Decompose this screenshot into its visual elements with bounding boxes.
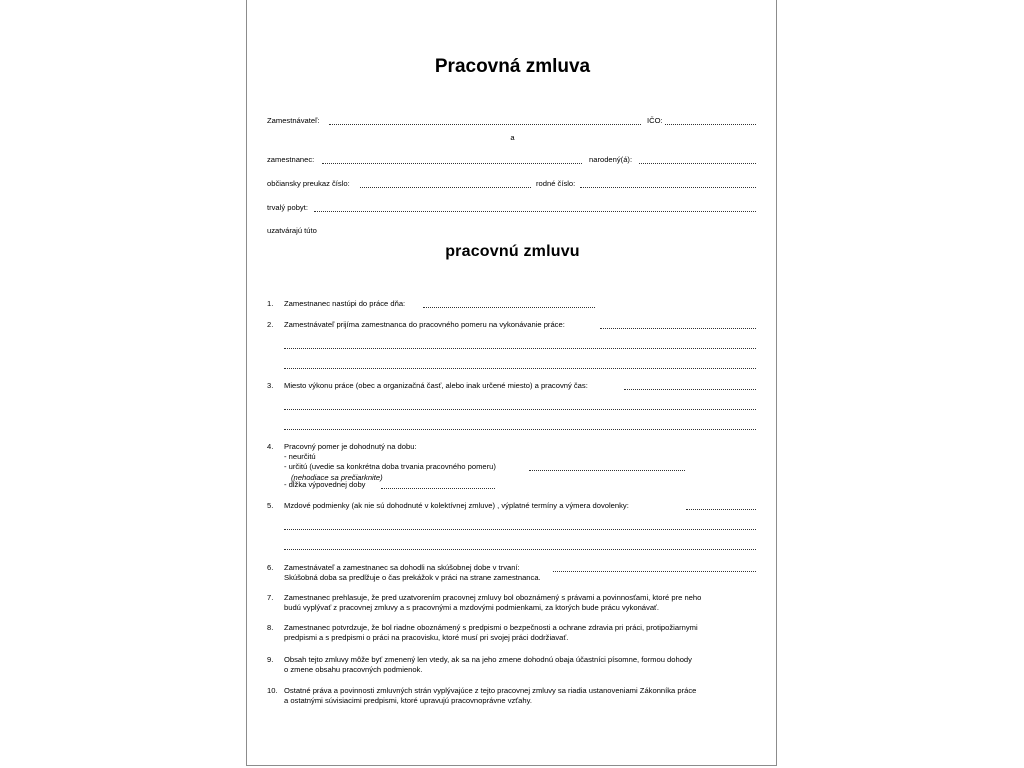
employer-label: Zamestnávateľ: — [267, 116, 320, 125]
notice-period-field[interactable] — [381, 487, 495, 489]
employee-label: zamestnanec: — [267, 155, 315, 164]
contract-page — [246, 0, 777, 766]
item-text: budú vyplývať z pracovnej zmluvy a s pracovnými a mzdovými podmienkami, za ktorých bude prácu vykonávať. — [284, 603, 659, 612]
item-text: Zamestnávateľ prijíma zamestnanca do pracovného pomeru na vykonávanie práce: — [284, 320, 565, 329]
item-number: 8. — [267, 623, 274, 632]
id-card-label: občiansky preukaz číslo: — [267, 179, 350, 188]
job-field[interactable] — [600, 327, 756, 329]
and-label: a — [510, 133, 515, 142]
residence-label: trvalý pobyt: — [267, 203, 308, 212]
document-title: Pracovná zmluva — [434, 56, 591, 77]
born-field[interactable] — [639, 162, 756, 164]
item-text: Pracovný pomer je dohodnutý na dobu: — [284, 442, 417, 451]
employee-field[interactable] — [322, 162, 582, 164]
item-number: 4. — [267, 442, 274, 451]
ico-field[interactable] — [665, 123, 756, 125]
residence-field[interactable] — [314, 210, 756, 212]
item-text: Mzdové podmienky (ak nie sú dohodnuté v kolektívnej zmluve) , výplatné termíny a výmera dovolenky: — [284, 501, 629, 510]
item-text: Skúšobná doba sa predlžuje o čas prekážok v práci na strane zamestnanca. — [284, 573, 541, 582]
item-text: Zamestnanec potvrdzuje, že bol riadne oboznámený s predpismi o bezpečnosti a ochrane zdravia pri práci, protipožiarnymi — [284, 623, 698, 632]
strike-note: (nehodiace sa prečiarknite) — [291, 473, 383, 482]
wage-field-line[interactable] — [284, 548, 756, 550]
item-number: 9. — [267, 655, 274, 664]
item-number: 6. — [267, 563, 274, 572]
wage-field[interactable] — [686, 508, 756, 510]
item-text: Ostatné práva a povinnosti zmluvných strán vyplývajúce z tejto pracovnej zmluvy sa riadia ustanoveniami Zákonníka práce — [284, 686, 697, 695]
item-number: 7. — [267, 593, 274, 602]
job-field-line[interactable] — [284, 347, 756, 349]
item-number: 2. — [267, 320, 274, 329]
workplace-field-line[interactable] — [284, 428, 756, 430]
born-label: narodený(á): — [589, 155, 633, 164]
fixed-term-field[interactable] — [529, 469, 685, 471]
option-fixed-term[interactable]: - určitú (uvedie sa konkrétna doba trvania pracovného pomeru) — [284, 462, 496, 471]
item-text: Zamestnanec nastúpi do práce dňa: — [284, 299, 406, 308]
item-text: Zamestnanec prehlasuje, že pred uzatvorením pracovnej zmluvy bol oboznámený s právami a povinnosťami, ktoré pre neho — [284, 593, 702, 602]
option-indefinite[interactable]: - neurčitú — [284, 452, 316, 461]
workplace-field[interactable] — [624, 388, 756, 390]
birth-number-field[interactable] — [580, 186, 756, 188]
job-field-line[interactable] — [284, 367, 756, 369]
id-card-field[interactable] — [360, 186, 531, 188]
birth-number-label: rodné číslo: — [536, 179, 576, 188]
option-notice-period[interactable]: - dĺžka výpovednej doby — [284, 480, 366, 489]
item-number: 10. — [267, 686, 278, 695]
item-number: 3. — [267, 381, 274, 390]
wage-field-line[interactable] — [284, 528, 756, 530]
item-number: 1. — [267, 299, 274, 308]
employer-field[interactable] — [329, 123, 641, 125]
item-text: Miesto výkonu práce (obec a organizačná časť, alebo inak určené miesto) a pracovný čas: — [284, 381, 588, 390]
workplace-field-line[interactable] — [284, 408, 756, 410]
item-text: Zamestnávateľ a zamestnanec sa dohodli na skúšobnej dobe v trvaní: — [284, 563, 520, 572]
item-number: 5. — [267, 501, 274, 510]
probation-field[interactable] — [553, 570, 756, 572]
start-date-field[interactable] — [423, 306, 595, 308]
ico-label: IČO: — [647, 116, 663, 125]
item-text: predpismi a s predpismi o práci na pracovisku, ktoré musí pri svojej práci dodržiavať. — [284, 633, 569, 642]
item-text: Obsah tejto zmluvy môže byť zmenený len vtedy, ak sa na jeho zmene dohodnú obaja účastníci písomne, formou dohody — [284, 655, 692, 664]
item-text: a ostatnými súvisiacimi predpismi, ktoré upravujú pracovnoprávne vzťahy. — [284, 696, 532, 705]
conclude-label: uzatvárajú túto — [267, 226, 317, 235]
document-subtitle: pracovnú zmluvu — [445, 243, 580, 260]
item-text: o zmene obsahu pracovných podmienok. — [284, 665, 423, 674]
